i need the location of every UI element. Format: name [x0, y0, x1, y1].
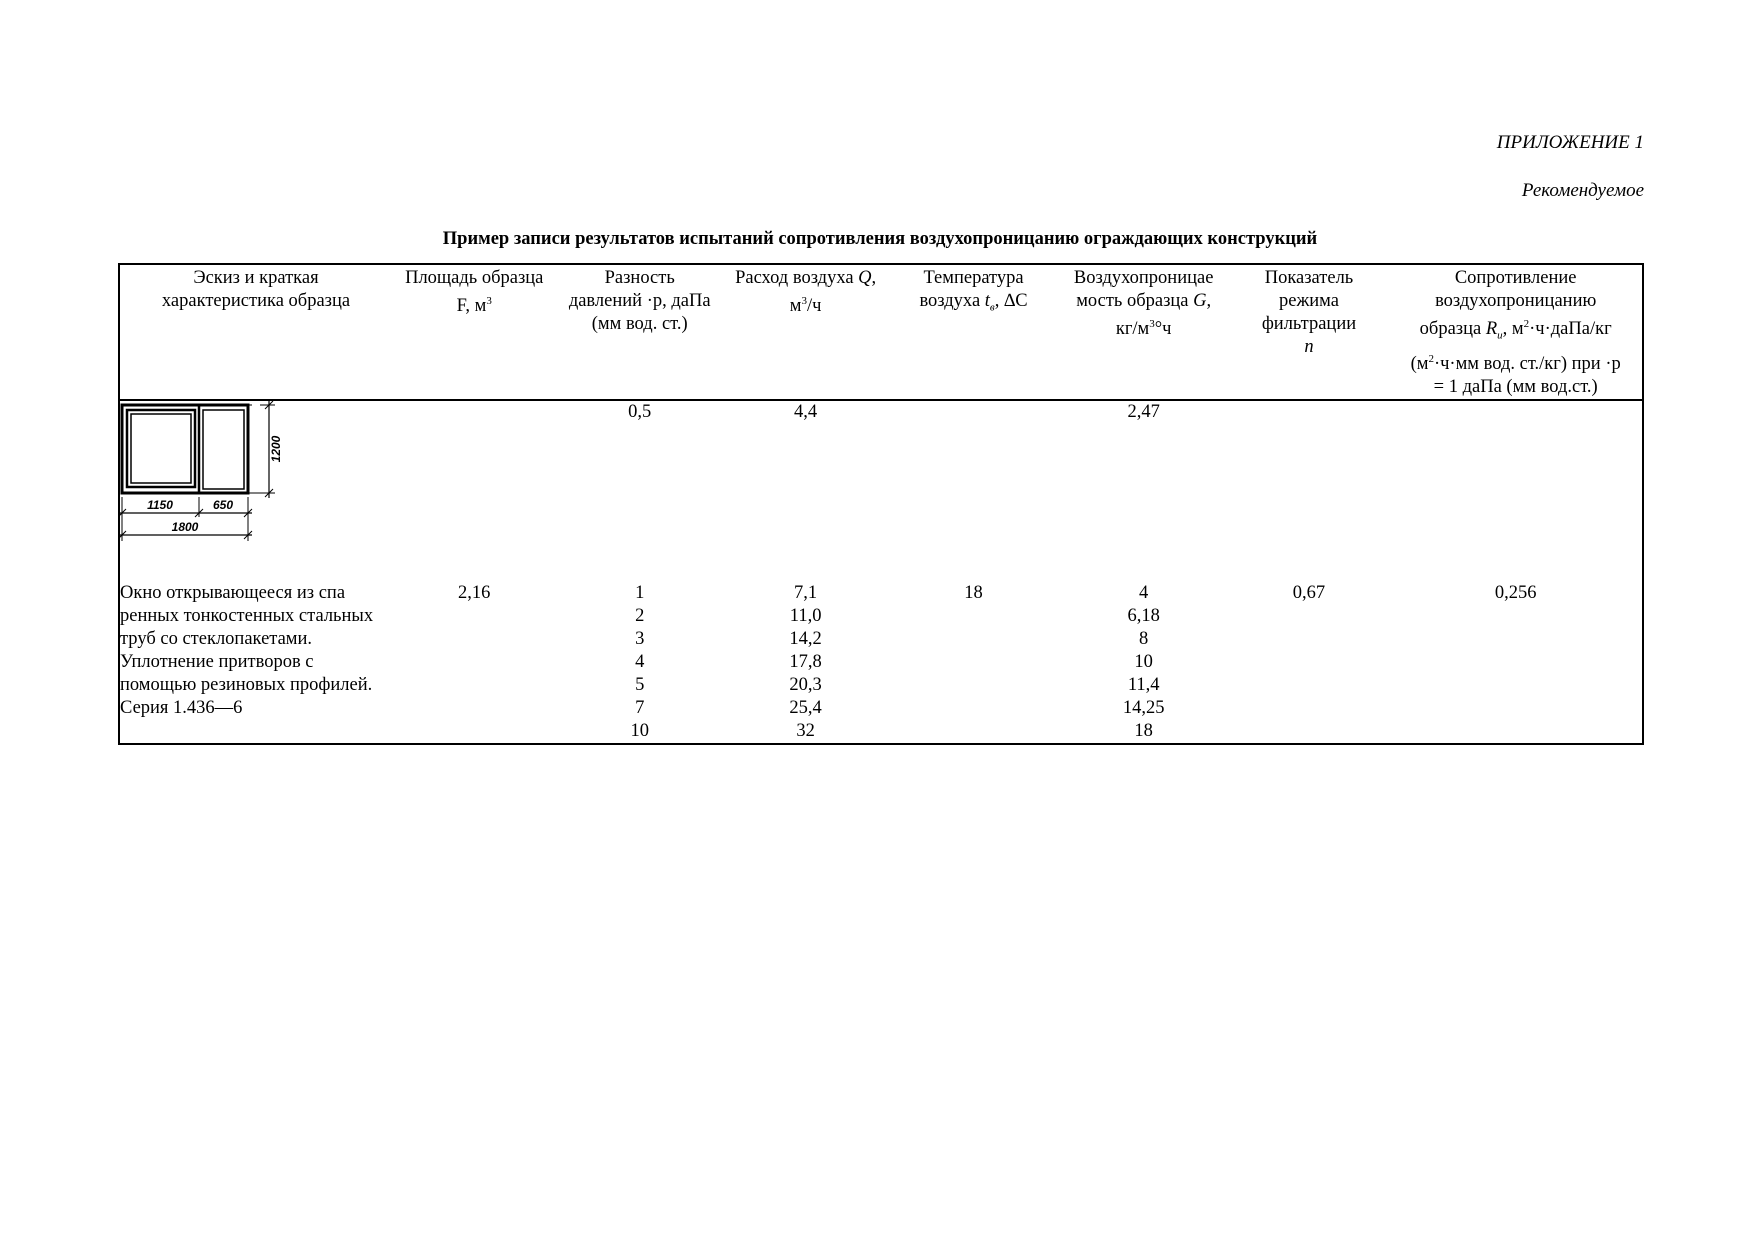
appendix-label: ПРИЛОЖЕНИЕ 1 — [1496, 132, 1644, 153]
description-line: труб со стеклопакетами. — [120, 629, 313, 649]
pressure-cell: 7 — [635, 698, 645, 718]
resistance-cell: 0,256 — [1494, 583, 1537, 603]
pressure-cell: 2 — [635, 606, 645, 626]
window-sketch — [119, 400, 392, 582]
temperature-cell: 18 — [964, 583, 983, 603]
permeability-cell: 8 — [1139, 629, 1149, 649]
table-row — [119, 720, 1643, 744]
permeability-cell: 18 — [1134, 721, 1153, 741]
description-line: помощью резиновых профилей. — [120, 675, 373, 695]
table-row — [119, 582, 1643, 605]
dim-height-label: 1200 — [269, 435, 283, 463]
dim-total-label: 1800 — [171, 520, 199, 534]
col-resistance-header: Сопротивление воздухопроницанию образца $R_и$, $м^2\cdot ч\cdot даПа/кг$ ($м^2\cdot ч\cdot мм$ вод. ст./кг) при ·p = 1 даПа (мм вод.ст.) — [1389, 264, 1643, 400]
description-line: Уплотнение притворов с — [120, 652, 314, 672]
recommended-label: Рекомендуемое — [1521, 180, 1644, 201]
permeability-cell: 6,18 — [1127, 606, 1160, 626]
table-row — [119, 697, 1643, 720]
airflow-cell: 17,8 — [789, 652, 822, 672]
table-row — [119, 400, 1643, 582]
col-area-header: Площадь образца F, $м^3$ — [392, 264, 556, 400]
pressure-cell: 3 — [635, 629, 645, 649]
airflow-cell: 20,3 — [789, 675, 822, 695]
airflow-cell: 11,0 — [789, 606, 822, 626]
description-line: Серия 1.436—6 — [120, 698, 243, 718]
pressure-cell: 0,5 — [628, 402, 652, 422]
area-cell: 2,16 — [458, 583, 491, 603]
table-header-row — [119, 264, 1643, 400]
airflow-cell: 4,4 — [794, 402, 818, 422]
airflow-cell: 14,2 — [789, 629, 822, 649]
filtration-cell: 0,67 — [1292, 583, 1326, 603]
airflow-cell: 25,4 — [789, 698, 822, 718]
table-row — [119, 605, 1643, 628]
table-row — [119, 674, 1643, 697]
permeability-cell: 10 — [1134, 652, 1153, 672]
permeability-cell: 4 — [1139, 583, 1149, 603]
airflow-cell: 7,1 — [794, 583, 818, 603]
col-temperature-header: Температура воздуха $t_в$, ∆С — [888, 264, 1058, 400]
pressure-cell: 4 — [635, 652, 645, 672]
table-row — [119, 628, 1643, 651]
table-row — [119, 651, 1643, 674]
document-title: Пример записи результатов испытаний сопротивления воздухопроницанию ограждающих конструкций — [442, 229, 1318, 249]
col-airflow-header: Расход воздуха Q, $м^3/ч$ — [723, 264, 888, 400]
col-permeability-header: Воздухопроницае мость образца G, $кг/м^3^\circ ч$ — [1059, 264, 1229, 400]
airflow-cell: 32 — [796, 721, 815, 741]
window-drawing-icon — [120, 401, 300, 551]
dim-right-label: 650 — [212, 498, 234, 512]
permeability-cell: 14,25 — [1122, 698, 1165, 718]
results-table — [118, 263, 1644, 745]
col-sketch-header: Эскиз и краткая характеристика образца — [119, 264, 392, 400]
description-line: Окно открывающееся из спа — [120, 583, 346, 603]
col-filtration-header: Показатель режима фильтрации n — [1229, 264, 1390, 400]
dim-left-label: 1150 — [147, 498, 173, 512]
col-pressure-header: Разность давлений ·p, даПа (мм вод. ст.) — [556, 264, 722, 400]
pressure-cell: 10 — [630, 721, 649, 741]
description-line: ренных тонкостенных стальных — [120, 606, 374, 626]
permeability-cell: 2,47 — [1127, 402, 1160, 422]
pressure-cell: 5 — [635, 675, 645, 695]
pressure-cell: 1 — [635, 583, 645, 603]
permeability-cell: 11,4 — [1127, 675, 1160, 695]
